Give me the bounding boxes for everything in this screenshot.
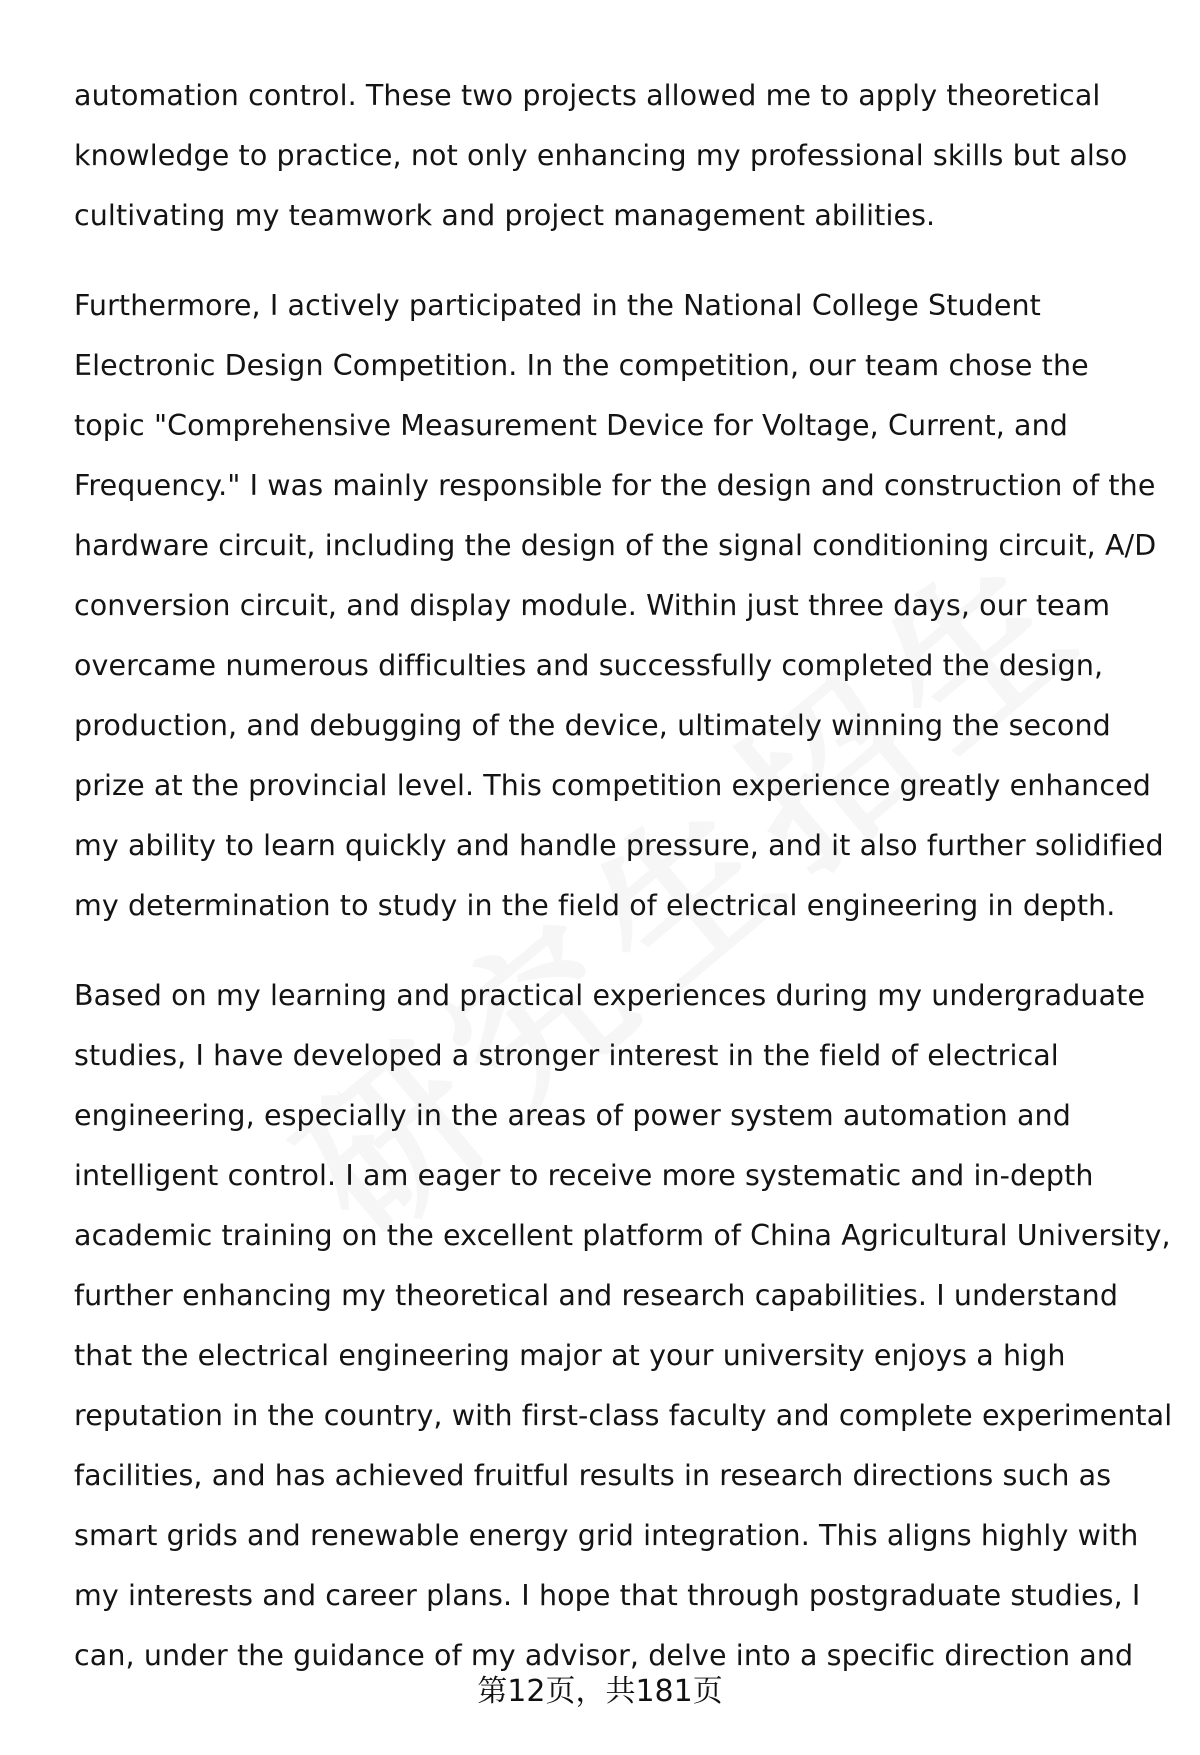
- text-line: can, under the guidance of my advisor, delve into a specific direction and: [74, 1639, 1134, 1672]
- page-number: 第12页，共181页: [477, 1674, 723, 1709]
- paragraph-1: [74, 66, 1164, 246]
- paragraph-3: [74, 966, 1173, 1686]
- text-line: automation control. These two projects allowed me to apply theoretical: [74, 79, 1101, 112]
- text-line: my ability to learn quickly and handle pressure, and it also further solidified: [74, 829, 1164, 862]
- text-line: my interests and career plans. I hope that through postgraduate studies, I: [74, 1579, 1141, 1612]
- text-line: Furthermore, I actively participated in the National College Student: [74, 289, 1041, 322]
- text-line: facilities, and has achieved fruitful results in research directions such as: [74, 1459, 1112, 1492]
- text-line: overcame numerous difficulties and successfully completed the design,: [74, 649, 1104, 682]
- text-line: production, and debugging of the device, ultimately winning the second: [74, 709, 1111, 742]
- text-line: conversion circuit, and display module. Within just three days, our team: [74, 589, 1111, 622]
- text-line: intelligent control. I am eager to receive more systematic and in-depth: [74, 1159, 1094, 1192]
- text-line: my determination to study in the field of electrical engineering in depth.: [74, 889, 1116, 922]
- text-line: engineering, especially in the areas of power system automation and: [74, 1099, 1071, 1132]
- text-line: cultivating my teamwork and project management abilities.: [74, 199, 936, 232]
- text-line: studies, I have developed a stronger interest in the field of electrical: [74, 1039, 1059, 1072]
- text-line: academic training on the excellent platform of China Agricultural University,: [74, 1219, 1171, 1252]
- text-line: Based on my learning and practical experiences during my undergraduate: [74, 979, 1146, 1012]
- text-line: knowledge to practice, not only enhancing my professional skills but also: [74, 139, 1128, 172]
- text-line: Frequency." I was mainly responsible for the design and construction of the: [74, 469, 1156, 502]
- text-line: further enhancing my theoretical and research capabilities. I understand: [74, 1279, 1119, 1312]
- text-line: prize at the provincial level. This competition experience greatly enhanced: [74, 769, 1151, 802]
- text-line: topic "Comprehensive Measurement Device for Voltage, Current, and: [74, 409, 1068, 442]
- body-text: [74, 66, 1173, 1716]
- paragraph-2: [74, 276, 1164, 936]
- text-line: that the electrical engineering major at your university enjoys a high: [74, 1339, 1066, 1372]
- text-line: smart grids and renewable energy grid integration. This aligns highly with: [74, 1519, 1139, 1552]
- text-line: hardware circuit, including the design of the signal conditioning circuit, A/D: [74, 529, 1157, 562]
- text-line: reputation in the country, with first-class faculty and complete experimental: [74, 1399, 1173, 1432]
- text-line: Electronic Design Competition. In the competition, our team chose the: [74, 349, 1089, 382]
